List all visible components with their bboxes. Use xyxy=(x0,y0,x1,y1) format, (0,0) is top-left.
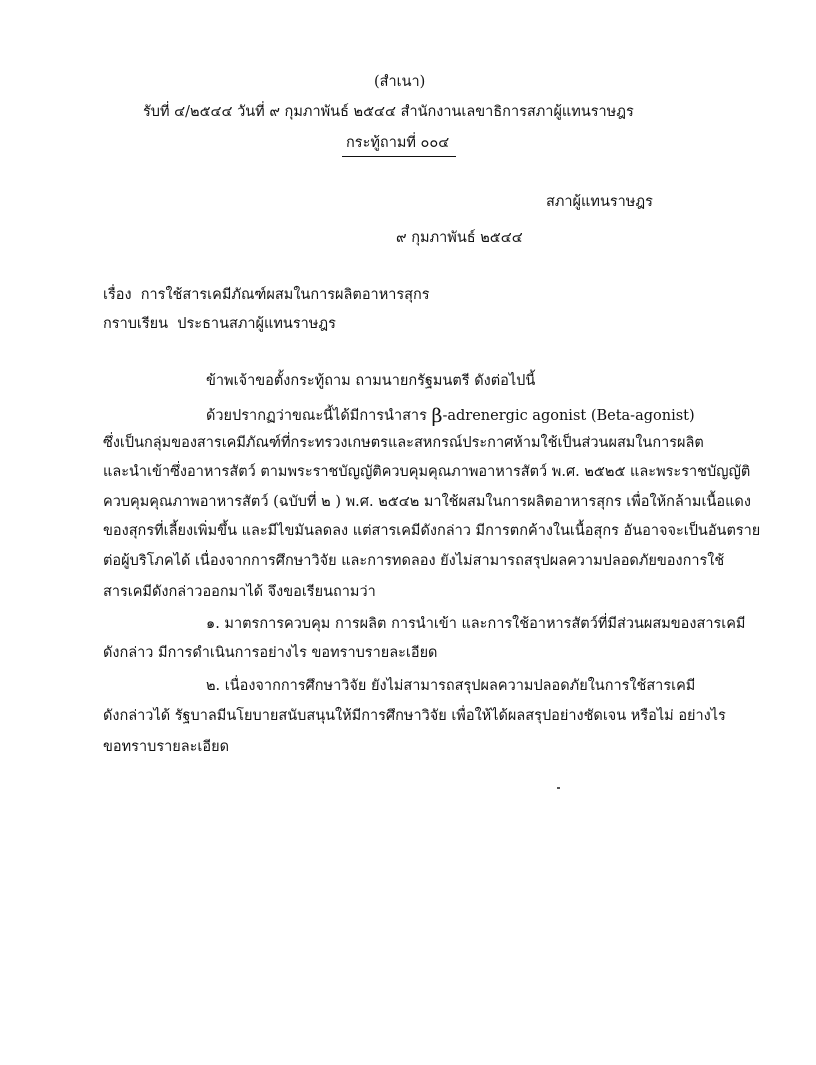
question2-line2: ดังกล่าวได้ รัฐบาลมีนโยบายสนับสนุนให้มีการศึกษาวิจัย เพื่อให้ได้ผลสรุปอย่างชัดเจน หรือไม่ อย่างไร xyxy=(103,708,726,724)
sender-organization: สภาผู้แทนราษฎร xyxy=(546,194,653,210)
receipt-line: รับที่ ๔/๒๕๔๔ วันที่ ๙ กุมภาพันธ์ ๒๕๔๔ สำนักงานเลขาธิการสภาผู้แทนราษฎร xyxy=(143,104,634,120)
question1-line2: ดังกล่าว มีการดำเนินการอย่างไร ขอทราบรายละเอียด xyxy=(103,645,438,661)
question1-line1: ๑. มาตรการควบคุม การผลิต การนำเข้า และการใช้อาหารสัตว์ที่มีส่วนผสมของสารเคมี xyxy=(206,616,746,632)
paragraph1-line: ซึ่งเป็นกลุ่มของสารเคมีภัณฑ์ที่กระทรวงเกษตรและสหกรณ์ประกาศห้ามใช้เป็นส่วนผสมในการผลิต xyxy=(103,435,704,451)
question-number-underline xyxy=(342,156,456,157)
letter-date: ๙ กุมภาพันธ์ ๒๕๔๔ xyxy=(396,230,523,246)
paragraph1-first-line xyxy=(206,404,695,426)
paragraph1-end: -adrenergic agonist (Beta-agonist) xyxy=(442,408,695,424)
paragraph1-start: ด้วยปรากฏว่าขณะนี้ได้มีการนำสาร xyxy=(206,408,427,424)
subject-text: การใช้สารเคมีภัณฑ์ผสมในการผลิตอาหารสุกร xyxy=(140,287,430,303)
scan-speck xyxy=(557,787,560,789)
subject-line xyxy=(103,285,430,305)
question2-line1: ๒. เนื่องจากการศึกษาวิจัย ยังไม่สามารถสรุปผลความปลอดภัยในการใช้สารเคมี xyxy=(206,678,696,694)
addressee-label: กราบเรียน xyxy=(103,316,169,332)
paragraph1-line: สารเคมีดังกล่าวออกมาได้ จึงขอเรียนถามว่า xyxy=(103,584,376,600)
question-number: กระทู้ถามที่ ๐๐๔ xyxy=(346,135,450,151)
paragraph1-line: ของสุกรที่เลี้ยงเพิ่มขึ้น และมีไขมันลดลง แต่สารเคมีดังกล่าว มีการตกค้างในเนื้อสุกร อันอาจจะเป็นอันตราย xyxy=(103,523,761,539)
copy-label: (สำเนา) xyxy=(374,74,426,90)
paragraph1-line: และนำเข้าซึ่งอาหารสัตว์ ตามพระราชบัญญัติควบคุมคุณภาพอาหารสัตว์ พ.ศ. ๒๕๒๕ และพระราชบัญญัติ xyxy=(103,464,751,480)
addressee-line xyxy=(103,314,336,334)
beta-symbol: β xyxy=(431,405,443,427)
subject-label: เรื่อง xyxy=(103,287,132,303)
question2-line3: ขอทราบรายละเอียด xyxy=(103,739,229,755)
intro-paragraph: ข้าพเจ้าขอตั้งกระทู้ถาม ถามนายกรัฐมนตรี ดังต่อไปนี้ xyxy=(206,373,536,389)
paragraph1-line: ต่อผู้บริโภคได้ เนื่องจากการศึกษาวิจัย และการทดลอง ยังไม่สามารถสรุปผลความปลอดภัยของการใช้ xyxy=(103,553,725,569)
addressee-text: ประธานสภาผู้แทนราษฎร xyxy=(177,316,336,332)
paragraph1-line: ควบคุมคุณภาพอาหารสัตว์ (ฉบับที่ ๒ ) พ.ศ. ๒๕๔๒ มาใช้ผสมในการผลิตอาหารสุกร เพื่อให้กล้ามเนื้อแดง xyxy=(103,494,751,510)
